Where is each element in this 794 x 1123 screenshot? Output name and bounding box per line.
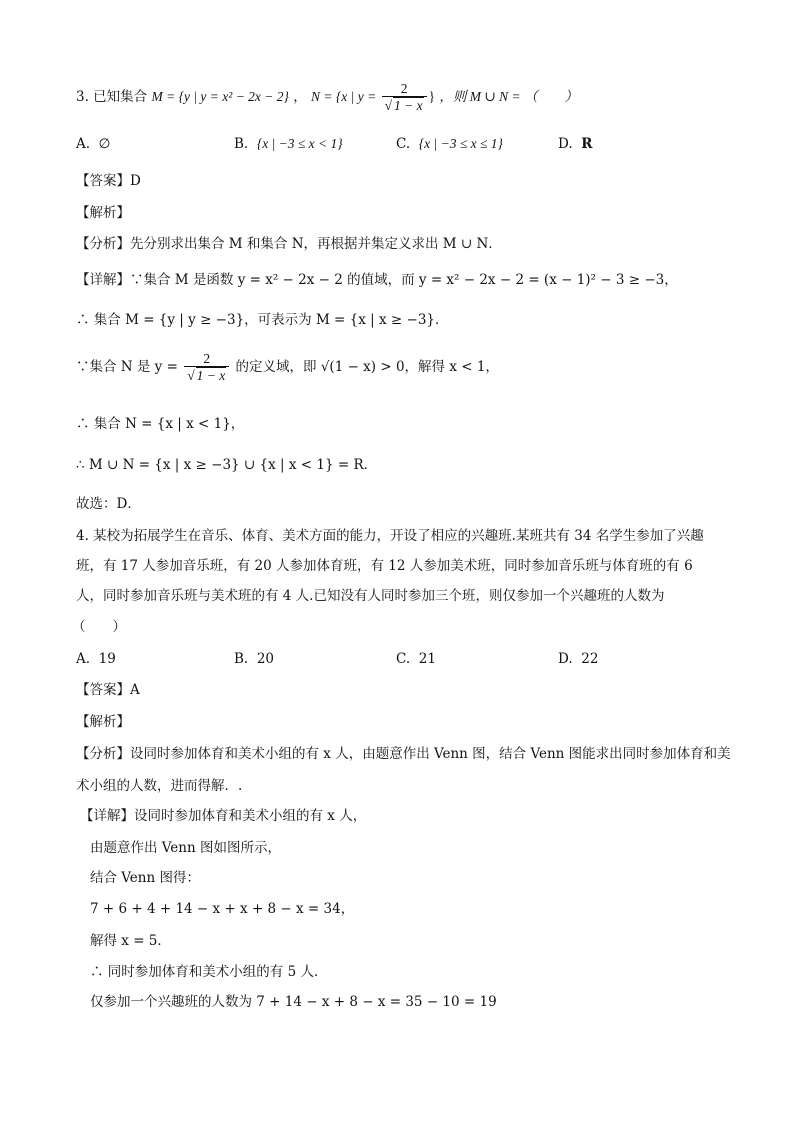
q4-fenxi-text-1: 设同时参加体育和美术小组的有 x 人，由题意作出 Venn 图，结合 Venn 图能求出同时参加体育和美 [130,746,731,762]
q4-detail-7: 仅参加一个兴趣班的人数为 7 + 14 − x + 8 − x = 35 − 10 = 19 [90,994,497,1010]
q4-option-a-letter: A. [76,651,91,667]
q4-stem-line-2: 班，有 17 人参加音乐班，有 20 人参加体育班，有 12 人参加美术班，同时参加音乐班与体育班的有 6 [76,558,693,574]
q3-option-a-letter: A. [76,136,91,152]
q3-detail-tag: 【详解】 [76,272,130,288]
q3-separator: ， [293,89,307,105]
q3-detail-1 [76,270,678,290]
q4-option-c-text: 21 [418,651,436,667]
q4-option-a [76,649,116,669]
q3-detail-3-fraction: $\frac{2}{√ 1 - x}$ [184,352,229,383]
q3-stem: 3. 已知集合 M = {y | y = x² − 2x − 2} ， N = {x | y = $\frac{2}{√ 1 - x}$ } ，则 M ∪ N = （ ） [76,81,578,113]
q4-option-d-letter: D. [558,651,573,667]
q3-option-b [234,134,343,154]
q4-stem-line-3: 人，同时参加音乐班与美术班的有 4 人.已知没有人同时参加三个班，则仅参加一个兴趣班的人数为 [76,588,665,604]
q4-analysis-tag: 【解析】 [76,714,130,730]
q3-fenxi-tag: 【分析】 [76,236,130,252]
q4-stem-line-4: （ ） [72,619,126,635]
q3-stem-prefix: 3. 已知集合 [76,89,148,105]
q3-fenxi [76,234,502,254]
q4-detail-2: 由题意作出 Venn 图如图所示， [90,840,281,856]
q4-detail-5: 解得 x = 5． [90,933,171,949]
q3-option-c-text: {x | −3 ≤ x ≤ 1} [418,136,503,151]
q4-answer-tag: 【答案】 [76,682,130,698]
q3-detail-5: ∴ M ∪ N = {x | x ≥ −3} ∪ {x | x < 1} = R． [76,457,378,473]
q3-detail-1-text: ∵集合 M 是函数 y = x² − 2x − 2 的值域，而 y = x² − 2x − 2 = (x − 1)² − 3 ≥ −3， [130,272,678,288]
q3-detail-3-denominator: 1 − x [196,368,226,383]
q4-detail-3: 结合 Venn 图得： [90,870,200,886]
q3-fenxi-text: 先分别求出集合 M 和集合 N，再根据并集定义求出 M ∪ N． [130,236,502,252]
q3-option-a [76,134,110,154]
q4-answer-value: A [130,682,140,698]
q3-set-n-denominator: 1 − x [394,98,423,113]
q3-set-n-prefix: N = {x | y = [311,89,380,104]
q4-detail-1-text: 设同时参加体育和美术小组的有 x 人， [134,808,367,824]
q4-stem-line-1: 4. 某校为拓展学生在音乐、体育、美术方面的能力，开设了相应的兴趣班.某班共有 34 名学生参加了兴趣 [76,528,704,544]
q3-detail-3 [76,352,499,383]
q4-option-d [558,649,598,669]
q3-detail-3-pre: ∵集合 N 是 y = [76,359,183,375]
q4-option-c-letter: C. [396,651,411,667]
q3-stem-suffix: ，则 M ∪ N = （ ） [439,89,578,104]
q3-option-c [396,134,503,154]
q3-set-n-numerator: 2 [382,82,427,97]
q3-answer-value: D [130,173,141,189]
q3-detail-2: ∴ 集合 M = {y | y ≥ −3}，可表示为 M = {x | x ≥ −3}． [76,312,449,328]
q4-detail-tag: 【详解】 [80,808,134,824]
q3-detail-4: ∴ 集合 N = {x | x < 1}， [76,416,245,432]
q4-option-b-text: 20 [256,651,274,667]
q4-detail-6: ∴ 同时参加体育和美术小组的有 5 人． [90,964,328,980]
q3-detail-3-post: 的定义域，即 √(1 − x) > 0，解得 x < 1， [231,359,499,375]
q3-answer [76,171,141,191]
q3-option-a-text: ∅ [98,136,111,151]
q3-set-n-fraction: $\frac{2}{√ 1 - x}$ [382,82,427,113]
q3-option-c-letter: C. [396,136,411,152]
q4-fenxi-line-1 [76,744,731,764]
q3-answer-tag: 【答案】 [76,173,130,189]
q3-conclusion: 故选：D． [76,496,141,512]
q3-option-d [558,134,592,154]
q4-answer [76,680,140,700]
q3-option-d-letter: D. [558,136,573,152]
q3-detail-3-numerator: 2 [184,352,229,367]
q4-fenxi-tag: 【分析】 [76,746,130,762]
q4-detail-4: 7 + 6 + 4 + 14 − x + x + 8 − x = 34， [90,901,355,917]
q3-set-m: M = {y | y = x² − 2x − 2} [151,89,289,104]
q4-option-c [396,649,436,669]
q3-option-b-letter: B. [234,136,249,152]
q4-fenxi-line-2: 术小组的人数，进而得解．. [76,778,243,794]
q4-option-a-text: 19 [98,651,116,667]
q3-option-d-text: R [581,136,593,152]
q4-detail-1 [80,806,366,826]
q3-analysis-tag: 【解析】 [76,205,130,221]
q4-option-b-letter: B. [234,651,249,667]
q4-option-d-text: 22 [581,651,599,667]
q4-option-b [234,649,274,669]
q3-option-b-text: {x | −3 ≤ x < 1} [256,136,343,151]
